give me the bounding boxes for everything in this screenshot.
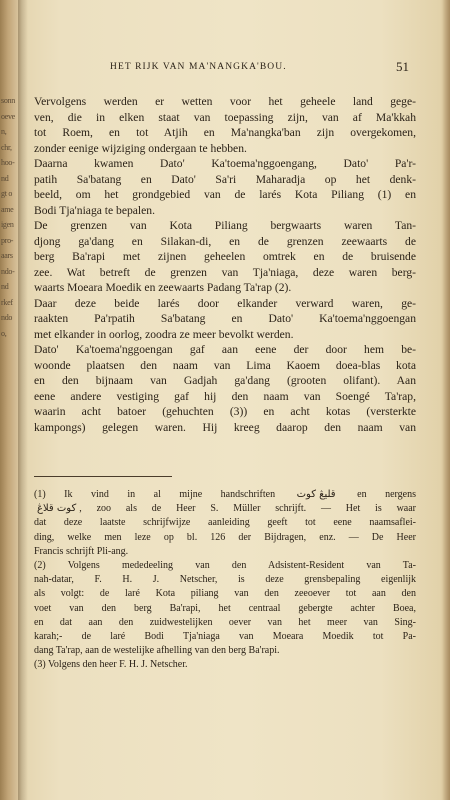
bleed-word: rkef — [1, 297, 13, 307]
footnote-1-text-a: (1) Ik vind in al mijne handschriften — [34, 489, 276, 500]
footnote-line: dat deze laatste schrijfwijze aanleiding geeft tot eene naamsaflei- — [34, 517, 416, 529]
text-line: ven, die in elken staat van toepassing zijn, van af Ma'kkah — [34, 110, 416, 124]
footnote-rule — [34, 476, 172, 477]
text-line: eene andere vestiging gaf hij den naam van Soengé Ta'rap, — [34, 389, 416, 403]
text-line: en den bijnaam van Gadjah ga'dang (grooten olifant). Aan — [34, 374, 416, 387]
text-line: beeld, om het grondgebied van de larés Kota Piliang (1) en — [34, 188, 416, 201]
text-line: raakten Pa'rpatih Sa'batang en Dato' Ka'toema'nggoengan — [34, 312, 416, 325]
footnote-line: (3) Volgens den heer F. H. J. Netscher. — [34, 659, 188, 671]
text-line: Bodi Tja'niaga te bepalen. — [34, 203, 155, 217]
text-line: Vervolgens werden er wetten voor het geheele land gege- — [34, 95, 416, 108]
footnote-line: (2) Volgens mededeeling van den Adsistent-Resident van Ta- — [34, 559, 416, 571]
text-line: Dato' Ka'toema'nggoengan gaf aan eene der door hem be- — [34, 343, 416, 356]
text-line: berg Ba'rapi met zijnen geheelen omtrek en de bruisende — [34, 250, 416, 263]
footnotes — [34, 488, 416, 672]
bleed-word: oeve — [1, 111, 15, 121]
bleed-word: ndo- — [1, 266, 15, 276]
bleed-word: ame — [1, 204, 14, 214]
bleed-word: o, — [1, 328, 7, 338]
text-line: met elkander in oorlog, zoodra ze meer bevolkt werden. — [34, 327, 294, 341]
bleed-word: nd — [1, 282, 9, 291]
text-line: djong ga'dang en Silakan-di, en de grenzen zeewaarts de — [34, 234, 416, 248]
page-number: 51 — [396, 59, 409, 74]
footnote-1-arabic-1: قليڠ كوت — [296, 489, 336, 500]
footnote-line: nah-datar, F. H. J. Netscher, is deze grensbepaling eigenlijk — [34, 574, 416, 586]
bleed-word: chr, — [1, 142, 12, 152]
footnote-line — [34, 502, 416, 516]
bleed-word: hoo- — [1, 158, 15, 167]
footnote-line: als volgt: de laré Kota piliang van den zeeoever tot aan den — [34, 588, 416, 600]
bleed-word: ndo — [1, 313, 13, 322]
text-line: zonder eenige wijziging ondergaan te hebben. — [34, 141, 247, 155]
footnote-line: voet van den berg Ba'rapi, het centraal gebergte achter Boea, — [34, 602, 416, 614]
text-line: zee. Wat betreft de grenzen van Tja'niaga, deze waren berg- — [34, 265, 416, 279]
footnote-line: en dat aan den zuidwestelijken oever van het meer van Sing- — [34, 616, 416, 628]
footnote-line: karah;- de laré Bodi Tja'niaga van Moeara Moedik tot Pa- — [34, 630, 416, 642]
text-line: tot Roem, en tot Atjih en Ma'nangka'ban zijn overgekomen, — [34, 126, 416, 139]
body-text — [34, 94, 416, 435]
footnote-line: Francis schrijft Pli-ang. — [34, 545, 129, 557]
bleed-word: sonn — [1, 96, 15, 105]
bleed-word: nd — [1, 173, 9, 183]
footnote-line: ding, welke men leze op bl. 126 der Bijdragen, enz. — De Heer — [34, 531, 416, 543]
text-line: De grenzen van Kota Piliang bergwaarts waren Tan- — [34, 219, 416, 232]
footnote-1-text-c: , zoo als de Heer S. Müller schrijft. — Het is waar — [79, 503, 416, 515]
text-line: woonde plaatsen den naam van Lima Kaoem doea-blas kota — [34, 358, 416, 372]
footnote-1-arabic-2: كوت قلاڠ — [37, 503, 77, 515]
footnote-rest — [34, 516, 416, 672]
bleed-word: n, — [1, 127, 7, 136]
gutter-shadow — [18, 0, 28, 800]
bleed-word: aars — [1, 251, 13, 260]
text-line: waarin acht batoer (gehuchten (3)) en acht kotas (versterkte — [34, 405, 416, 418]
text-line: kampongs) gelegen waren. Hij kreeg daarop den naam van — [34, 420, 416, 434]
text-line: patih Sa'batang en Dato' Sa'ri Maharadja op het denk- — [34, 172, 416, 186]
bleed-word: igen — [1, 220, 14, 229]
footnote-line — [34, 488, 416, 502]
footnote-1-text-b: en nergens — [357, 489, 416, 500]
text-line: Daarna kwamen Dato' Ka'toema'nggoengang, Dato' Pa'r- — [34, 157, 416, 170]
text-line: Daar deze beide larés door elkander verward waren, ge- — [34, 296, 416, 310]
bleed-word: gt o — [1, 189, 13, 198]
page-edge-shadow — [442, 0, 450, 800]
running-head: HET RIJK VAN MA'NANGKA'BOU. — [110, 62, 287, 72]
text-line: waarts Moeara Moedik en zeewaarts Padang Ta'rap (2). — [34, 281, 292, 294]
bleed-word: pro- — [1, 235, 14, 245]
footnote-line: dang Ta'rap, aan de westelijke afhelling van den berg Ba'rapi. — [34, 645, 280, 657]
